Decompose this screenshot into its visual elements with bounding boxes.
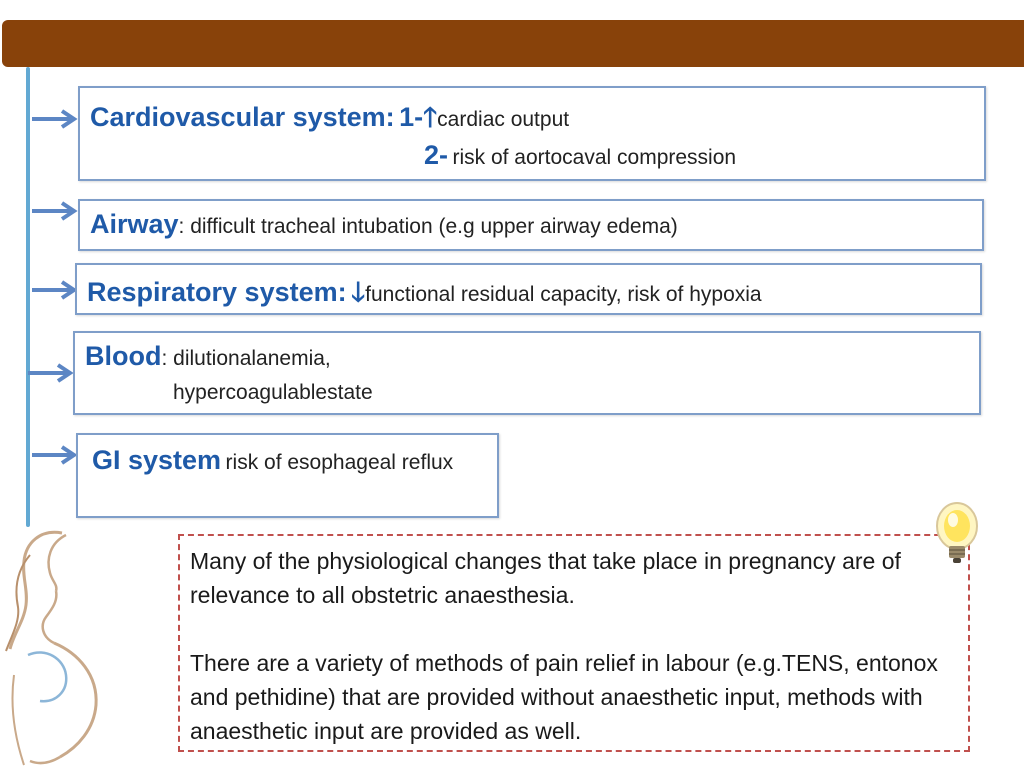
- pregnant-woman-illustration: [0, 525, 120, 768]
- lightbulb-icon: [932, 500, 982, 570]
- right-arrow-icon: [30, 279, 78, 301]
- cardiovascular-number-1: 1-: [399, 102, 424, 132]
- respiratory-text: functional residual capacity, risk of hypoxia: [365, 283, 762, 306]
- right-arrow-icon: [30, 108, 78, 130]
- blood-box: [73, 331, 981, 415]
- note-box: [178, 534, 970, 752]
- gi-text: risk of esophageal reflux: [225, 451, 454, 474]
- cardiovascular-number-2: 2-: [424, 140, 449, 170]
- cardiovascular-box: [78, 86, 986, 181]
- right-arrow-icon: [26, 362, 74, 384]
- gi-box: [76, 433, 499, 518]
- airway-box: [78, 199, 984, 251]
- respiratory-box: [75, 263, 982, 315]
- blood-heading: Blood: [85, 341, 162, 371]
- right-arrow-icon: [30, 444, 78, 466]
- blood-text-1: : dilutionalanemia,: [161, 347, 331, 370]
- respiratory-heading: Respiratory system:: [87, 277, 347, 307]
- note-paragraph-1: Many of the physiological changes that take place in pregnancy are of relevance to all obstetric anaesthesia.: [190, 548, 901, 608]
- gi-heading: GI system: [92, 445, 222, 475]
- airway-heading: Airway: [90, 209, 179, 239]
- cardiovascular-item-2: risk of aortocaval compression: [452, 146, 737, 169]
- cardiovascular-item-1: cardiac output: [437, 108, 570, 131]
- blood-text-2: hypercoagulablestate: [173, 381, 373, 404]
- up-arrow-icon: 🡑: [423, 102, 438, 132]
- right-arrow-icon: [30, 200, 78, 222]
- down-arrow-icon: 🡓: [351, 277, 366, 307]
- title-bar: [2, 20, 1024, 67]
- airway-text: : difficult tracheal intubation (e.g upper airway edema): [178, 215, 678, 238]
- cardiovascular-heading: Cardiovascular system:: [90, 102, 395, 132]
- note-paragraph-2: There are a variety of methods of pain relief in labour (e.g.TENS, entonox and pethidine) that are provided without anaesthetic input, methods with anaesthetic input are provided as well.: [190, 650, 938, 744]
